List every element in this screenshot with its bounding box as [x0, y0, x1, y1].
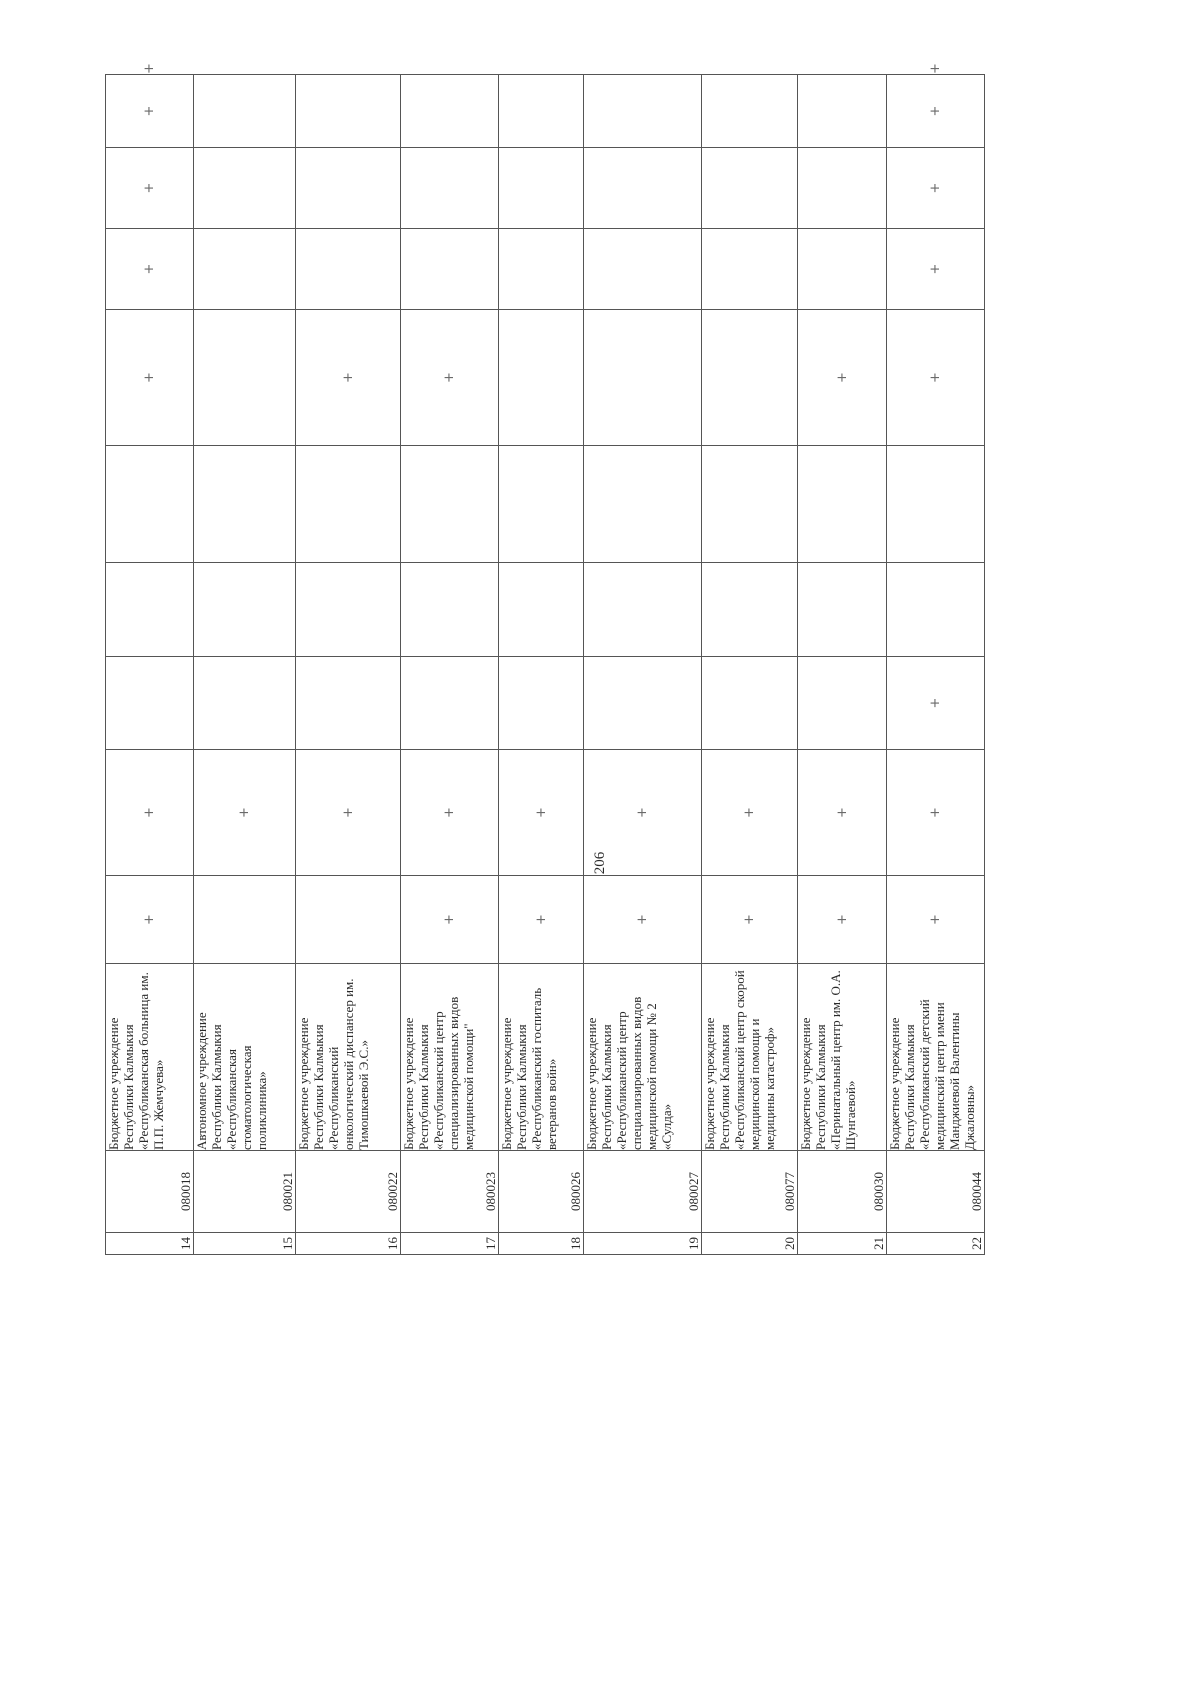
page-number: 206 — [592, 851, 608, 875]
mark-cell: + — [702, 750, 798, 876]
organization-name: Бюджетное учреждение Республики Калмыкия «Республиканский центр специализированных видов медицинской помощи № 2 «Сулда» — [584, 964, 702, 1151]
mark-cell: + — [401, 750, 499, 876]
mark-cell — [401, 563, 499, 657]
mark-cell — [584, 657, 702, 750]
mark-cell — [194, 563, 296, 657]
row-number: 15 — [194, 1233, 296, 1255]
mark-cell — [702, 75, 798, 148]
table-row — [584, 75, 702, 1255]
mark-cell — [106, 563, 194, 657]
row-number: 17 — [401, 1233, 499, 1255]
row-number: 20 — [702, 1233, 798, 1255]
organization-name: Бюджетное учреждение Республики Калмыкия «Республиканский центр специализированных видов медицинской помощи" — [401, 964, 499, 1151]
table-row — [702, 75, 798, 1255]
mark-cell: + — [887, 750, 985, 876]
mark-cell — [296, 229, 401, 310]
organization-code: 080023 — [401, 1151, 499, 1233]
organization-code: 080044 — [887, 1151, 985, 1233]
mark-cell — [702, 657, 798, 750]
row-number: 16 — [296, 1233, 401, 1255]
mark-cell: + — [798, 310, 887, 446]
mark-cell — [296, 446, 401, 563]
mark-cell — [584, 310, 702, 446]
organization-code: 080022 — [296, 1151, 401, 1233]
mark-cell — [401, 657, 499, 750]
mark-cell — [499, 446, 584, 563]
mark-cell: + — [106, 876, 194, 964]
mark-cell: + — [499, 750, 584, 876]
mark-cell: + — [887, 310, 985, 446]
mark-cell — [584, 75, 702, 148]
organization-code: 080018 — [106, 1151, 194, 1233]
mark-cell — [194, 876, 296, 964]
table-rotator — [105, 63, 984, 1255]
mark-cell: + — [887, 229, 985, 310]
organization-name: Бюджетное учреждение Республики Калмыкия «Республиканский центр скорой медицинской помощи и медицины катастроф» — [702, 964, 798, 1151]
mark-cell — [296, 75, 401, 148]
table-row — [798, 75, 887, 1255]
mark-cell — [798, 75, 887, 148]
mark-cell — [296, 657, 401, 750]
mark-cell — [499, 310, 584, 446]
mark-cell — [194, 229, 296, 310]
mark-cell — [296, 563, 401, 657]
mark-cell: + — [296, 750, 401, 876]
organization-name: Автономное учреждение Республики Калмыкия «Республиканская стоматологическая поликлиника» — [194, 964, 296, 1151]
organization-name: Бюджетное учреждение Республики Калмыкия «Перинатальный центр им. О.А. Шунгаевой» — [798, 964, 887, 1151]
organization-name: Бюджетное учреждение Республики Калмыкия «Республиканский детский медицинский центр имени Манджиевой Валентины Джаловны» — [887, 964, 985, 1151]
mark-cell — [702, 229, 798, 310]
table-row — [401, 75, 499, 1255]
mark-cell — [702, 310, 798, 446]
table-row — [296, 75, 401, 1255]
table-body — [106, 63, 985, 1255]
mark-cell — [702, 446, 798, 563]
mark-cell: + — [106, 750, 194, 876]
organization-code: 080030 — [798, 1151, 887, 1233]
row-number: 18 — [499, 1233, 584, 1255]
mark-cell — [702, 563, 798, 657]
mark-cell: + — [584, 750, 702, 876]
mark-cell: + — [887, 876, 985, 964]
mark-cell: + — [499, 876, 584, 964]
table-row — [499, 75, 584, 1255]
organization-code: 080027 — [584, 1151, 702, 1233]
organizations-table — [105, 63, 985, 1255]
mark-cell: + — [194, 750, 296, 876]
mark-cell: + — [106, 75, 194, 148]
mark-cell — [702, 148, 798, 229]
mark-cell — [401, 75, 499, 148]
table-row: 22 080044 Бюджетное учреждение Республики Калмыкия «Республиканский детский медицинский центр имени Манджиевой Валентины Джаловны» + + + + + + + + — [887, 75, 985, 1255]
row-number: 22 — [887, 1233, 985, 1255]
mark-cell — [194, 657, 296, 750]
mark-cell — [584, 229, 702, 310]
mark-cell — [401, 148, 499, 229]
mark-cell — [584, 563, 702, 657]
mark-cell — [499, 657, 584, 750]
mark-cell: + — [798, 876, 887, 964]
table-row: 14 080018 Бюджетное учреждение Республики Калмыкия «Республиканская больница им. П.П. Жемчуева» + + + + + + + — [106, 75, 194, 1255]
table-row — [194, 75, 296, 1255]
mark-cell — [798, 657, 887, 750]
mark-cell: + — [887, 148, 985, 229]
mark-cell: + — [401, 310, 499, 446]
mark-cell: + — [401, 876, 499, 964]
mark-cell — [194, 148, 296, 229]
mark-cell — [194, 75, 296, 148]
mark-cell — [798, 148, 887, 229]
organization-name: Бюджетное учреждение Республики Калмыкия «Республиканский госпиталь ветеранов войн» — [499, 964, 584, 1151]
mark-cell: + — [106, 310, 194, 446]
mark-cell — [106, 657, 194, 750]
row-number: 19 — [584, 1233, 702, 1255]
organization-name: Бюджетное учреждение Республики Калмыкия «Республиканская больница им. П.П. Жемчуева» — [106, 964, 194, 1151]
mark-cell: + — [106, 148, 194, 229]
organization-name: Бюджетное учреждение Республики Калмыкия «Республиканский онкологический диспансер им. Тимошкаевой Э.С.» — [296, 964, 401, 1151]
mark-cell — [798, 446, 887, 563]
mark-cell — [499, 75, 584, 148]
mark-cell — [499, 148, 584, 229]
mark-cell: + — [798, 750, 887, 876]
row-number: 14 — [106, 1233, 194, 1255]
mark-cell — [584, 148, 702, 229]
mark-cell — [296, 148, 401, 229]
mark-cell — [798, 229, 887, 310]
mark-cell — [887, 563, 985, 657]
organization-code: 080026 — [499, 1151, 584, 1233]
mark-cell — [798, 563, 887, 657]
row-number: 21 — [798, 1233, 887, 1255]
mark-cell — [194, 446, 296, 563]
mark-cell: + — [702, 876, 798, 964]
mark-cell: + — [296, 310, 401, 446]
mark-cell — [296, 876, 401, 964]
mark-cell — [887, 446, 985, 563]
mark-cell — [499, 229, 584, 310]
mark-cell — [194, 310, 296, 446]
mark-cell: + — [106, 229, 194, 310]
mark-cell: + — [584, 876, 702, 964]
mark-cell — [401, 446, 499, 563]
mark-cell — [106, 446, 194, 563]
mark-cell — [401, 229, 499, 310]
mark-cell: + — [887, 657, 985, 750]
mark-cell: + — [887, 75, 985, 148]
mark-cell — [584, 446, 702, 563]
organization-code: 080021 — [194, 1151, 296, 1233]
mark-cell — [499, 563, 584, 657]
organization-code: 080077 — [702, 1151, 798, 1233]
